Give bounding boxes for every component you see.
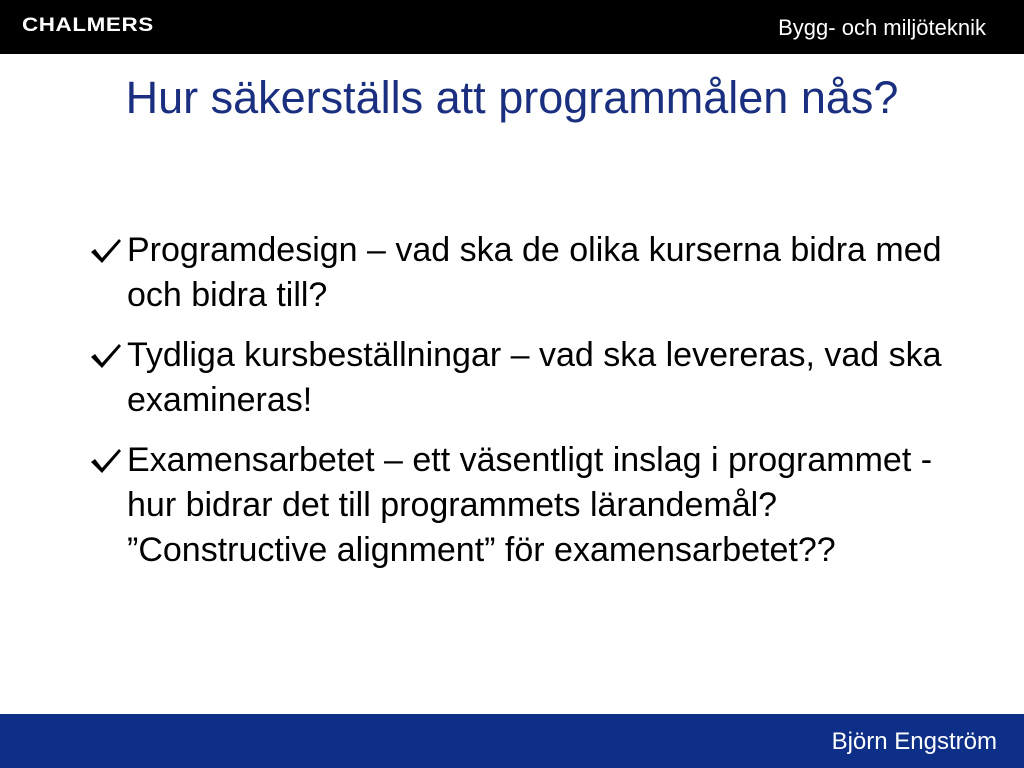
bullet-item [88, 333, 968, 423]
bullet-text: Examensarbetet – ett väsentligt inslag i programmet - hur bidrar det till programmets lärandemål? ”Constructive alignment” för examensarbetet?? [127, 441, 933, 569]
bullet-item [88, 228, 968, 318]
top-bar [0, 0, 1024, 54]
checkmark-icon [89, 333, 125, 378]
checkmark-icon [89, 438, 125, 483]
slide-title: Hur säkerställs att programmålen nås? [125, 72, 899, 123]
bullet-text: Tydliga kursbeställningar – vad ska levereras, vad ska examineras! [127, 336, 942, 419]
department-label: Bygg- och miljöteknik [778, 15, 986, 40]
checkmark-icon [89, 228, 125, 273]
bullet-text: Programdesign – vad ska de olika kurserna bidra med och bidra till? [127, 231, 942, 314]
bullet-list [88, 228, 968, 588]
bullet-item [88, 438, 968, 573]
chalmers-logo: CHALMERS [22, 15, 154, 36]
author-name: Björn Engström [831, 728, 997, 755]
bottom-bar [0, 714, 1024, 768]
